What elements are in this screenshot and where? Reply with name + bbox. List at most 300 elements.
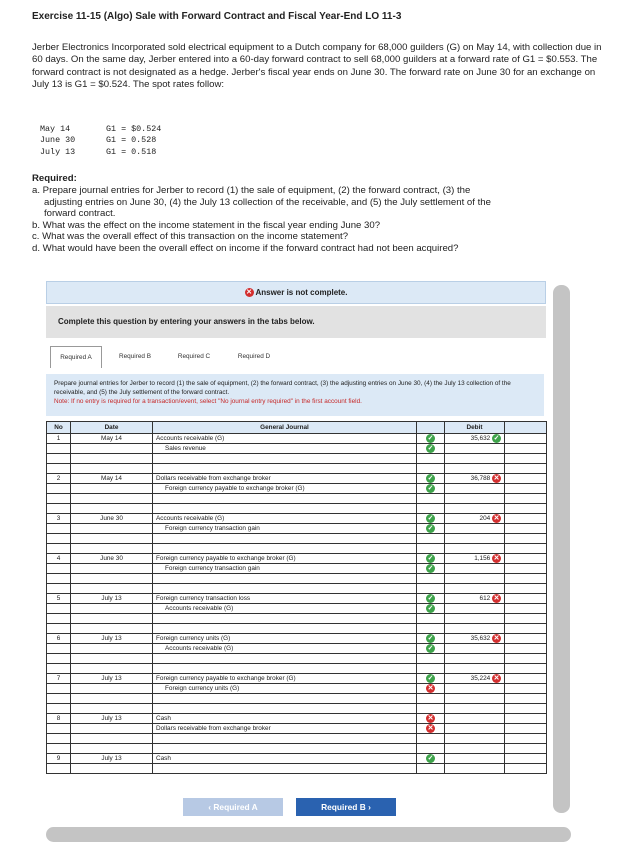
entry-date[interactable] (71, 484, 153, 494)
account-cell[interactable] (153, 524, 417, 534)
debit-cell[interactable] (445, 534, 505, 544)
check-icon: ✓ (427, 555, 434, 562)
entry-date[interactable] (71, 524, 153, 534)
entry-date[interactable] (71, 464, 153, 474)
debit-cell[interactable] (445, 454, 505, 464)
debit-cell[interactable] (445, 524, 505, 534)
credit-cell[interactable] (505, 464, 547, 474)
account-cell[interactable] (153, 574, 417, 584)
entry-date[interactable] (71, 614, 153, 624)
account-cell[interactable] (153, 514, 417, 524)
mark-cell (417, 504, 445, 514)
entry-date[interactable]: June 30 (71, 514, 153, 524)
account-cell[interactable] (153, 754, 417, 764)
entry-number (47, 724, 71, 734)
tab-required-c[interactable]: Required C (177, 353, 211, 360)
mark-cell (417, 474, 445, 484)
entry-number: 4 (47, 554, 71, 564)
table-row (47, 494, 547, 504)
error-icon: ✕ (427, 725, 434, 732)
entry-number: 8 (47, 714, 71, 724)
entry-date[interactable] (71, 734, 153, 744)
mark-cell (417, 644, 445, 654)
account-cell[interactable] (153, 484, 417, 494)
table-row (47, 744, 547, 754)
table-row (47, 624, 547, 634)
entry-number (47, 464, 71, 474)
debit-cell[interactable] (445, 674, 505, 684)
account-cell[interactable] (153, 554, 417, 564)
entry-date[interactable] (71, 644, 153, 654)
requirement-a: a. Prepare journal entries for Jerber to record (1) the sale of equipment, (2) the forward contract, (3) the (32, 185, 471, 196)
entry-number (47, 664, 71, 674)
credit-cell[interactable] (505, 574, 547, 584)
entry-number: 9 (47, 754, 71, 764)
error-icon: ✕ (493, 675, 500, 682)
entry-number (47, 744, 71, 754)
entry-number (47, 764, 71, 774)
entry-number (47, 644, 71, 654)
entry-number (47, 684, 71, 694)
credit-cell[interactable] (505, 674, 547, 684)
error-icon: ✕ (246, 289, 252, 297)
account-name: Accounts receivable (G) (156, 435, 225, 442)
account-cell[interactable] (153, 594, 417, 604)
entry-date[interactable] (71, 724, 153, 734)
mark-cell (417, 714, 445, 724)
debit-cell[interactable] (445, 734, 505, 744)
account-name: Accounts receivable (G) (165, 645, 234, 652)
mark-cell (417, 534, 445, 544)
account-name: Foreign currency payable to exchange broker (G) (156, 675, 296, 682)
account-name: Foreign currency transaction gain (165, 525, 260, 532)
credit-cell[interactable] (505, 454, 547, 464)
credit-cell[interactable] (505, 544, 547, 554)
table-row (47, 614, 547, 624)
table-row (47, 604, 547, 614)
entry-date[interactable]: June 30 (71, 554, 153, 564)
debit-value: 1,156 (474, 555, 491, 563)
debit-value: 36,788 (470, 475, 491, 483)
entry-date[interactable] (71, 664, 153, 674)
entry-number: 2 (47, 474, 71, 484)
credit-cell[interactable] (505, 504, 547, 514)
debit-cell[interactable] (445, 744, 505, 754)
mark-cell (417, 694, 445, 704)
table-row (47, 724, 547, 734)
credit-cell[interactable] (505, 494, 547, 504)
account-cell[interactable] (153, 454, 417, 464)
vertical-scrollbar[interactable] (553, 285, 570, 813)
entry-number (47, 584, 71, 594)
account-cell[interactable] (153, 564, 417, 574)
account-cell[interactable] (153, 494, 417, 504)
table-row (47, 554, 547, 564)
debit-cell[interactable] (445, 514, 505, 524)
table-row (47, 444, 547, 454)
entry-number (47, 534, 71, 544)
mark-cell (417, 494, 445, 504)
table-row (47, 754, 547, 764)
credit-cell[interactable] (505, 704, 547, 714)
debit-value: 35,632 (470, 435, 491, 443)
table-row (47, 484, 547, 494)
table-row (47, 584, 547, 594)
col-no: No (47, 422, 71, 434)
entry-date[interactable] (71, 764, 153, 774)
entry-date[interactable] (71, 604, 153, 614)
entry-number (47, 454, 71, 464)
mark-cell (417, 764, 445, 774)
entry-date[interactable]: May 14 (71, 474, 153, 484)
entry-number (47, 624, 71, 634)
credit-cell[interactable] (505, 554, 547, 564)
mark-cell (417, 704, 445, 714)
entry-number (47, 524, 71, 534)
credit-cell[interactable] (505, 724, 547, 734)
credit-cell[interactable] (505, 634, 547, 644)
tab-required-a[interactable]: Required A (50, 346, 102, 368)
entry-date[interactable] (71, 564, 153, 574)
account-name: Cash (156, 715, 171, 722)
table-row (47, 594, 547, 604)
credit-cell[interactable] (505, 614, 547, 624)
table-row (47, 574, 547, 584)
debit-cell[interactable] (445, 644, 505, 654)
entry-number: 3 (47, 514, 71, 524)
debit-cell[interactable] (445, 684, 505, 694)
check-icon: ✓ (427, 445, 434, 452)
credit-cell[interactable] (505, 624, 547, 634)
entry-number (47, 564, 71, 574)
credit-cell[interactable] (505, 654, 547, 664)
account-name: Dollars receivable from exchange broker (156, 725, 271, 732)
mark-cell (417, 554, 445, 564)
entry-date[interactable] (71, 704, 153, 714)
account-name: Dollars receivable from exchange broker (156, 475, 271, 482)
debit-cell[interactable] (445, 584, 505, 594)
account-cell[interactable] (153, 474, 417, 484)
credit-cell[interactable] (505, 754, 547, 764)
credit-cell[interactable] (505, 484, 547, 494)
mark-cell (417, 634, 445, 644)
tab-instructions (46, 374, 544, 416)
credit-cell[interactable] (505, 584, 547, 594)
debit-cell[interactable] (445, 484, 505, 494)
debit-cell[interactable] (445, 434, 505, 444)
mark-cell (417, 564, 445, 574)
account-name: Foreign currency payable to exchange broker (G) (156, 555, 296, 562)
account-name: Foreign currency transaction loss (156, 595, 251, 602)
mark-cell (417, 434, 445, 444)
account-cell[interactable] (153, 584, 417, 594)
problem-text: Jerber Electronics Incorporated sold electrical equipment to a Dutch company for 68,000 guilders (G) on May 14, with collection due in 60 days. On the same day, Jerber entered into a 60-day forward contract to sell 68,000 guilders at a forward rate of G1 = $0.553. The forward contract is not designated as a hedge. Jerber's fiscal year ends on June 30. The forward rate on June 30 for an exchange on July 13 is G1 = $0.524. The spot rates follow: (32, 42, 602, 91)
credit-cell[interactable] (505, 444, 547, 454)
rate-row: June 30 G1 = 0.528 (40, 135, 157, 146)
horizontal-scrollbar[interactable] (46, 827, 571, 842)
entry-date[interactable]: July 13 (71, 634, 153, 644)
prev-required-a-button[interactable]: ‹ Required A (183, 798, 283, 816)
rate-row: July 13 G1 = 0.518 (40, 146, 157, 157)
banner-text: Answer is not complete. (255, 288, 348, 297)
instruction-box: Complete this question by entering your answers in the tabs below. (46, 306, 546, 338)
check-icon: ✓ (427, 675, 434, 682)
check-icon: ✓ (427, 525, 434, 532)
tab-required-d[interactable]: Required D (237, 353, 271, 360)
account-cell[interactable] (153, 694, 417, 704)
entry-date[interactable] (71, 574, 153, 584)
debit-cell[interactable] (445, 574, 505, 584)
table-row (47, 654, 547, 664)
table-row (47, 434, 547, 444)
credit-cell[interactable] (505, 694, 547, 704)
entry-number: 6 (47, 634, 71, 644)
credit-cell[interactable] (505, 664, 547, 674)
debit-cell[interactable] (445, 464, 505, 474)
entry-number (47, 604, 71, 614)
entry-date[interactable] (71, 694, 153, 704)
table-row (47, 694, 547, 704)
entry-number: 1 (47, 434, 71, 444)
table-row (47, 674, 547, 684)
debit-cell[interactable] (445, 614, 505, 624)
table-row (47, 524, 547, 534)
rate-row: May 14 G1 = $0.524 (40, 124, 162, 134)
debit-cell[interactable] (445, 554, 505, 564)
debit-cell[interactable] (445, 504, 505, 514)
debit-cell[interactable] (445, 654, 505, 664)
col-debit: Debit (445, 422, 505, 434)
account-cell[interactable] (153, 644, 417, 654)
debit-cell[interactable] (445, 624, 505, 634)
col-credit (505, 422, 547, 434)
tab-required-b[interactable]: Required B (119, 353, 151, 360)
entry-date[interactable] (71, 444, 153, 454)
entry-number: 5 (47, 594, 71, 604)
credit-cell[interactable] (505, 594, 547, 604)
instructions-note: Note: If no entry is required for a transaction/event, select "No journal entry required" in the first account field. (54, 397, 362, 405)
mark-cell (417, 594, 445, 604)
account-name: Foreign currency payable to exchange broker (G) (165, 485, 305, 492)
entry-date[interactable]: July 13 (71, 754, 153, 764)
credit-cell[interactable] (505, 534, 547, 544)
mark-cell (417, 544, 445, 554)
debit-value: 204 (479, 515, 491, 523)
entry-number (47, 444, 71, 454)
table-row (47, 564, 547, 574)
account-name: Accounts receivable (G) (156, 515, 225, 522)
table-row (47, 464, 547, 474)
entry-date[interactable] (71, 534, 153, 544)
debit-cell[interactable] (445, 474, 505, 484)
credit-cell[interactable] (505, 734, 547, 744)
entry-date[interactable] (71, 744, 153, 754)
debit-cell[interactable] (445, 494, 505, 504)
account-cell[interactable] (153, 714, 417, 724)
mark-cell (417, 744, 445, 754)
entry-number (47, 504, 71, 514)
entry-date[interactable] (71, 624, 153, 634)
mark-cell (417, 444, 445, 454)
account-cell[interactable] (153, 504, 417, 514)
entry-number (47, 544, 71, 554)
account-name: Accounts receivable (G) (165, 605, 234, 612)
account-cell[interactable] (153, 764, 417, 774)
debit-cell[interactable] (445, 664, 505, 674)
entry-date[interactable] (71, 654, 153, 664)
mark-cell (417, 684, 445, 694)
account-cell[interactable] (153, 444, 417, 454)
debit-value: 35,632 (470, 635, 491, 643)
table-row (47, 764, 547, 774)
account-cell[interactable] (153, 724, 417, 734)
account-cell[interactable] (153, 534, 417, 544)
table-row (47, 704, 547, 714)
credit-cell[interactable] (505, 604, 547, 614)
check-icon: ✓ (427, 645, 434, 652)
account-cell[interactable] (153, 604, 417, 614)
debit-cell[interactable] (445, 634, 505, 644)
entry-date[interactable] (71, 684, 153, 694)
credit-cell[interactable] (505, 744, 547, 754)
credit-cell[interactable] (505, 714, 547, 724)
check-icon: ✓ (427, 595, 434, 602)
check-icon: ✓ (427, 635, 434, 642)
debit-cell[interactable] (445, 564, 505, 574)
error-icon: ✕ (493, 595, 500, 602)
mark-cell (417, 664, 445, 674)
mark-cell (417, 584, 445, 594)
entry-date[interactable]: May 14 (71, 434, 153, 444)
mark-cell (417, 624, 445, 634)
account-cell[interactable] (153, 664, 417, 674)
debit-cell[interactable] (445, 444, 505, 454)
entry-number (47, 734, 71, 744)
mark-cell (417, 614, 445, 624)
requirement-d: d. What would have been the overall effect on income if the forward contract had not been acquired? (32, 242, 459, 254)
table-row (47, 454, 547, 464)
entry-date[interactable]: July 13 (71, 674, 153, 684)
entry-date[interactable]: July 13 (71, 714, 153, 724)
debit-cell[interactable] (445, 754, 505, 764)
debit-cell[interactable] (445, 704, 505, 714)
mark-cell (417, 674, 445, 684)
error-icon: ✕ (493, 635, 500, 642)
mark-cell (417, 484, 445, 494)
entry-number (47, 494, 71, 504)
entry-number: 7 (47, 674, 71, 684)
error-icon: ✕ (427, 685, 434, 692)
account-cell[interactable] (153, 434, 417, 444)
mark-cell (417, 514, 445, 524)
account-name: Cash (156, 755, 171, 762)
table-row (47, 684, 547, 694)
check-icon: ✓ (427, 475, 434, 482)
account-cell[interactable] (153, 704, 417, 714)
table-row (47, 664, 547, 674)
account-name: Sales revenue (165, 445, 206, 452)
entry-date[interactable] (71, 454, 153, 464)
credit-cell[interactable] (505, 684, 547, 694)
entry-number (47, 484, 71, 494)
account-cell[interactable] (153, 744, 417, 754)
mark-cell (417, 454, 445, 464)
account-cell[interactable] (153, 684, 417, 694)
entry-date[interactable] (71, 494, 153, 504)
next-required-b-button[interactable]: Required B › (296, 798, 396, 816)
debit-cell[interactable] (445, 544, 505, 554)
account-cell[interactable] (153, 634, 417, 644)
account-cell[interactable] (153, 624, 417, 634)
debit-cell[interactable] (445, 714, 505, 724)
requirement-b: b. What was the effect on the income statement in the fiscal year ending June 30? (32, 219, 381, 231)
col-mark (417, 422, 445, 434)
col-date: Date (71, 422, 153, 434)
entry-date[interactable] (71, 584, 153, 594)
debit-cell[interactable] (445, 764, 505, 774)
requirement-c: c. What was the overall effect of this transaction on the income statement? (32, 231, 349, 243)
col-general-journal: General Journal (153, 422, 417, 434)
check-icon: ✓ (427, 435, 434, 442)
journal-table (46, 421, 547, 774)
table-row (47, 714, 547, 724)
credit-cell[interactable] (505, 434, 547, 444)
credit-cell[interactable] (505, 524, 547, 534)
check-icon: ✓ (427, 485, 434, 492)
credit-cell[interactable] (505, 764, 547, 774)
instructions-text: Prepare journal entries for Jerber to record (1) the sale of equipment, (2) the forward contract, (3) the adjusting entries on June 30, (4) the July 13 collection of the receivable, and (5) the July settlement of the forward contract. (54, 380, 511, 396)
credit-cell[interactable] (505, 564, 547, 574)
credit-cell[interactable] (505, 644, 547, 654)
error-icon: ✕ (493, 515, 500, 522)
mark-cell (417, 754, 445, 764)
account-cell[interactable] (153, 544, 417, 554)
debit-value: 612 (479, 595, 491, 603)
exercise-title: Exercise 11-15 (Algo) Sale with Forward Contract and Fiscal Year-End LO 11-3 (32, 11, 402, 22)
account-cell[interactable] (153, 614, 417, 624)
debit-cell[interactable] (445, 594, 505, 604)
account-cell[interactable] (153, 674, 417, 684)
entry-date[interactable]: July 13 (71, 594, 153, 604)
account-cell[interactable] (153, 464, 417, 474)
credit-cell[interactable] (505, 514, 547, 524)
debit-value: 35,224 (470, 675, 491, 683)
table-row (47, 644, 547, 654)
error-icon: ✕ (493, 555, 500, 562)
debit-cell[interactable] (445, 604, 505, 614)
table-row (47, 734, 547, 744)
table-row (47, 534, 547, 544)
entry-number (47, 614, 71, 624)
entry-date[interactable] (71, 504, 153, 514)
spot-rates (40, 124, 161, 158)
account-cell[interactable] (153, 654, 417, 664)
table-row (47, 544, 547, 554)
table-row (47, 474, 547, 484)
table-header-row (47, 422, 547, 434)
debit-cell[interactable] (445, 694, 505, 704)
account-cell[interactable] (153, 734, 417, 744)
debit-cell[interactable] (445, 724, 505, 734)
mark-cell (417, 654, 445, 664)
mark-cell (417, 734, 445, 744)
entry-date[interactable] (71, 544, 153, 554)
check-icon: ✓ (427, 755, 434, 762)
credit-cell[interactable] (505, 474, 547, 484)
check-icon: ✓ (427, 565, 434, 572)
table-row (47, 514, 547, 524)
account-name: Foreign currency transaction gain (165, 565, 260, 572)
